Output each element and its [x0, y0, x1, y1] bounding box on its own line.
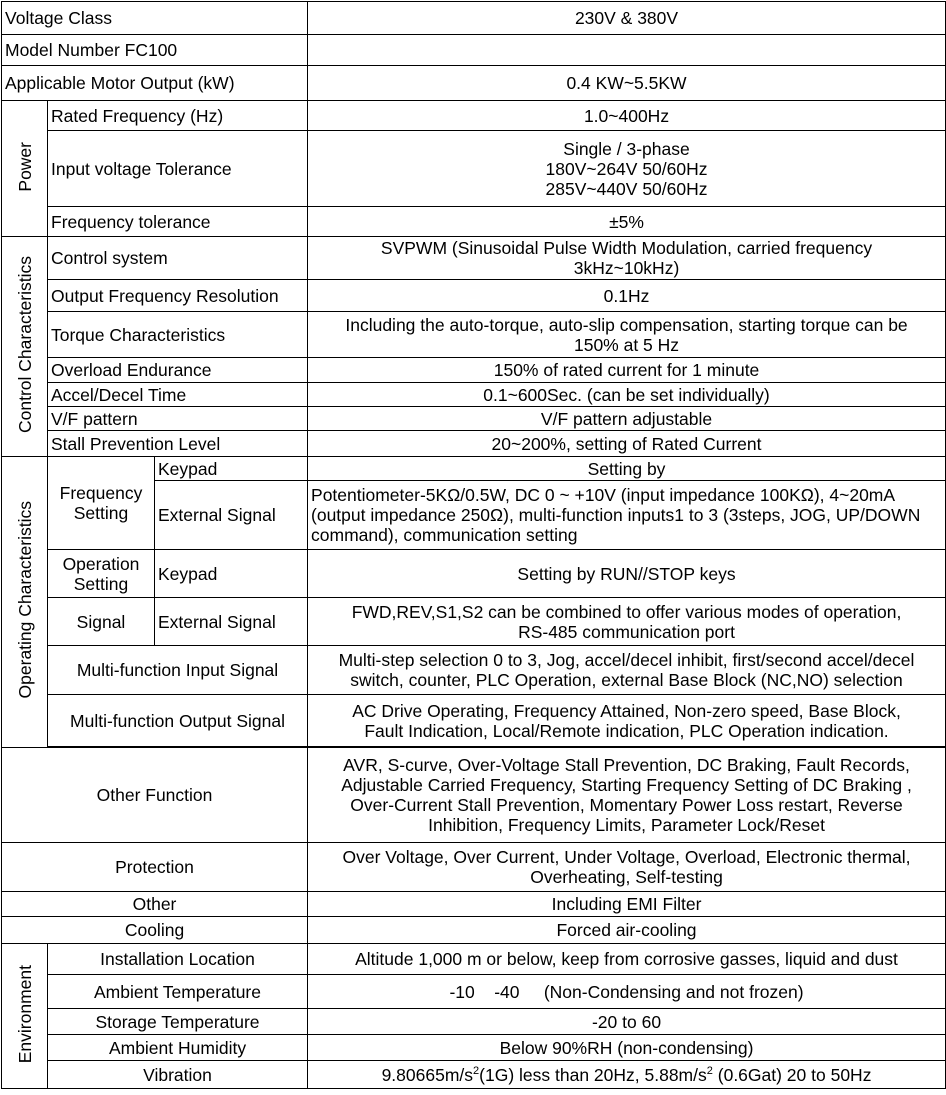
output-resolution-value: 0.1Hz	[308, 280, 946, 312]
row-ambient-temp	[2, 975, 946, 1009]
stall-prevention-label: Stall Prevention Level	[48, 431, 308, 457]
row-vibration	[2, 1061, 946, 1089]
cooling-value: Forced air-cooling	[308, 917, 946, 944]
freq-keypad-label: Keypad	[155, 457, 308, 481]
row-vf-pattern	[2, 407, 946, 431]
storage-temp-label: Storage Temperature	[48, 1009, 308, 1035]
protection-value: Over Voltage, Over Current, Under Voltage, Overload, Electronic thermal, Overheating, Self-testing	[308, 843, 946, 892]
other-value: Including EMI Filter	[308, 892, 946, 917]
row-stall-prevention	[2, 431, 946, 457]
freq-keypad-value: Setting by	[308, 457, 946, 481]
mf-output-value: AC Drive Operating, Frequency Attained, Non-zero speed, Base Block, Fault Indication, Local/Remote indication, PLC Operation indication.	[308, 695, 946, 747]
mf-output-label: Multi-function Output Signal	[48, 695, 308, 747]
control-system-label: Control system	[48, 237, 308, 280]
row-operation-keypad	[2, 550, 946, 598]
vf-pattern-value: V/F pattern adjustable	[308, 407, 946, 431]
freq-external-value: Potentiometer-5KΩ/0.5W, DC 0 ~ +10V (input impedance 100KΩ), 4~20mA (output impedance 250Ω), multi-function inputs1 to 3 (3steps, JOG, UP/DOWN command), communication setting	[308, 481, 946, 550]
overload-value: 150% of rated current for 1 minute	[308, 358, 946, 383]
row-mf-input	[2, 646, 946, 695]
frequency-tolerance-label: Frequency tolerance	[48, 207, 308, 237]
operation-keypad-label: Keypad	[155, 550, 308, 598]
signal-external-label: External Signal	[155, 598, 308, 646]
motor-output-label: Applicable Motor Output (kW)	[2, 66, 308, 101]
other-function-label: Other Function	[2, 748, 308, 843]
row-other	[2, 892, 946, 917]
signal-label: Signal	[48, 598, 155, 646]
signal-external-value: FWD,REV,S1,S2 can be combined to offer various modes of operation, RS-485 communication port	[308, 598, 946, 646]
row-overload	[2, 358, 946, 383]
vf-pattern-label: V/F pattern	[48, 407, 308, 431]
row-voltage-class	[2, 2, 946, 35]
row-torque	[2, 312, 946, 358]
row-rated-frequency	[2, 101, 946, 131]
cooling-label: Cooling	[2, 917, 308, 944]
power-group-label: Power	[2, 101, 48, 237]
torque-label: Torque Characteristics	[48, 312, 308, 358]
row-humidity	[2, 1035, 946, 1061]
protection-label: Protection	[2, 843, 308, 892]
mf-input-value: Multi-step selection 0 to 3, Jog, accel/decel inhibit, first/second accel/decel switch, counter, PLC Operation, external Base Block (NC,NO) selection	[308, 646, 946, 695]
accel-decel-label: Accel/Decel Time	[48, 383, 308, 407]
ambient-temp-value: -10 -40 (Non-Condensing and not frozen)	[308, 975, 946, 1009]
row-storage-temp	[2, 1009, 946, 1035]
control-system-value: SVPWM (Sinusoidal Pulse Width Modulation, carried frequency 3kHz~10kHz)	[308, 237, 946, 280]
vibration-label: Vibration	[48, 1061, 308, 1089]
stall-prevention-value: 20~200%, setting of Rated Current	[308, 431, 946, 457]
row-freq-keypad	[2, 457, 946, 481]
vibration-part2: (1G) less than 20Hz, 5.88m/s	[479, 1064, 707, 1085]
control-group-label: Control Characteristics	[2, 237, 48, 457]
model-number-value	[308, 35, 946, 66]
row-other-function	[2, 748, 946, 843]
voltage-class-value: 230V & 380V	[308, 2, 946, 35]
vibration-part1: 9.80665m/s	[381, 1064, 474, 1085]
installation-value: Altitude 1,000 m or below, keep from corrosive gasses, liquid and dust	[308, 944, 946, 975]
other-label: Other	[2, 892, 308, 917]
vibration-part3: (0.6Gat) 20 to 50Hz	[712, 1064, 872, 1085]
row-signal-external	[2, 598, 946, 646]
row-control-system	[2, 237, 946, 280]
row-input-voltage	[2, 131, 946, 207]
output-resolution-label: Output Frequency Resolution	[48, 280, 308, 312]
row-model-number	[2, 35, 946, 66]
operating-group-label: Operating Characteristics	[2, 457, 48, 748]
row-installation	[2, 944, 946, 975]
humidity-value: Below 90%RH (non-condensing)	[308, 1035, 946, 1061]
vibration-value	[308, 1061, 946, 1089]
torque-value: Including the auto-torque, auto-slip compensation, starting torque can be 150% at 5 Hz	[308, 312, 946, 358]
rated-frequency-value: 1.0~400Hz	[308, 101, 946, 131]
motor-output-value: 0.4 KW~5.5KW	[308, 66, 946, 101]
vibration-sup2: 2	[706, 1064, 713, 1077]
humidity-label: Ambient Humidity	[48, 1035, 308, 1061]
spec-table	[1, 1, 946, 1089]
rated-frequency-label: Rated Frequency (Hz)	[48, 101, 308, 131]
overload-label: Overload Endurance	[48, 358, 308, 383]
model-number-label: Model Number FC100	[2, 35, 308, 66]
frequency-tolerance-value: ±5%	[308, 207, 946, 237]
frequency-setting-label: Frequency Setting	[48, 457, 155, 550]
other-function-value: AVR, S-curve, Over-Voltage Stall Prevention, DC Braking, Fault Records, Adjustable Carried Frequency, Starting Frequency Setting of DC Braking , Over-Current Stall Prevention, Momentary Power Loss restart, Reverse Inhibition, Frequency Limits, Parameter Lock/Reset	[308, 748, 946, 843]
row-protection	[2, 843, 946, 892]
accel-decel-value: 0.1~600Sec. (can be set individually)	[308, 383, 946, 407]
input-voltage-label: Input voltage Tolerance	[48, 131, 308, 207]
row-frequency-tolerance	[2, 207, 946, 237]
row-accel-decel	[2, 383, 946, 407]
row-cooling	[2, 917, 946, 944]
vibration-sup1: 2	[473, 1064, 480, 1077]
row-mf-output	[2, 695, 946, 747]
voltage-class-label: Voltage Class	[2, 2, 308, 35]
mf-input-label: Multi-function Input Signal	[48, 646, 308, 695]
operation-setting-label: Operation Setting	[48, 550, 155, 598]
installation-label: Installation Location	[48, 944, 308, 975]
operation-keypad-value: Setting by RUN//STOP keys	[308, 550, 946, 598]
environment-group-label: Environment	[2, 944, 48, 1089]
storage-temp-value: -20 to 60	[308, 1009, 946, 1035]
ambient-temp-label: Ambient Temperature	[48, 975, 308, 1009]
freq-external-label: External Signal	[155, 481, 308, 550]
row-motor-output	[2, 66, 946, 101]
input-voltage-value: Single / 3-phase 180V~264V 50/60Hz 285V~440V 50/60Hz	[308, 131, 946, 207]
row-output-resolution	[2, 280, 946, 312]
